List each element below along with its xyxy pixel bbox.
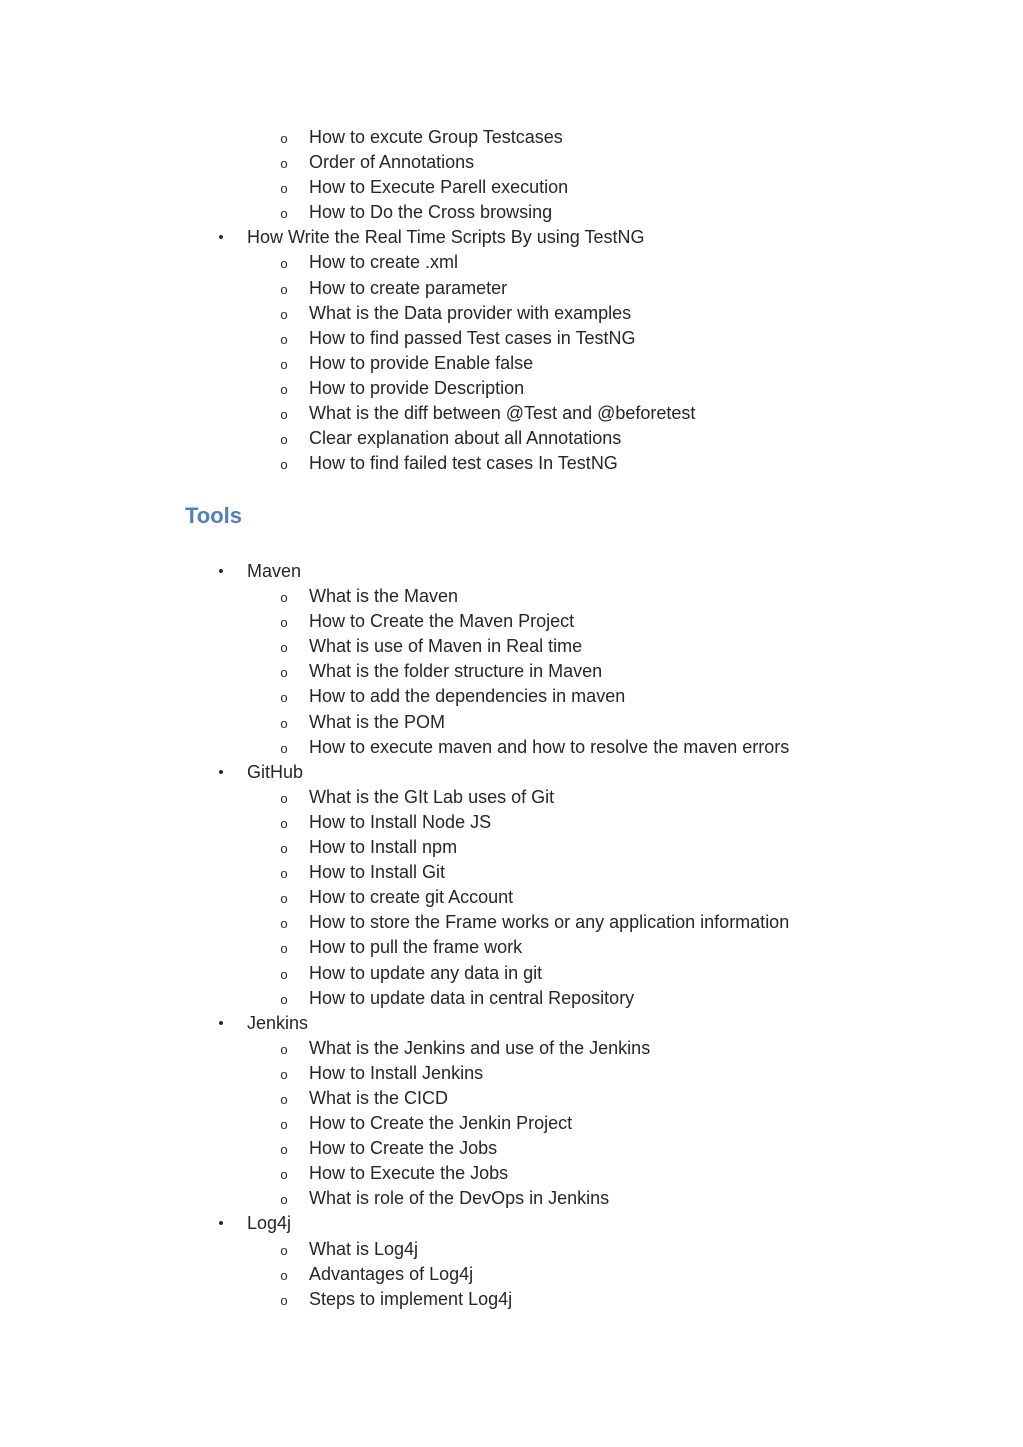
circle-bullet-icon: o xyxy=(280,181,288,197)
circle-bullet-icon: o xyxy=(280,690,288,706)
sub-list-item xyxy=(0,1086,1023,1111)
circle-bullet-icon: o xyxy=(280,615,288,631)
bullet-icon: • xyxy=(218,229,224,247)
circle-bullet-icon: o xyxy=(280,790,288,806)
circle-bullet-icon: o xyxy=(280,966,288,982)
circle-bullet-icon: o xyxy=(280,256,288,272)
circle-bullet-icon: o xyxy=(280,1091,288,1107)
list-item-text: Maven xyxy=(247,561,302,581)
circle-bullet-icon: o xyxy=(280,407,288,423)
circle-bullet-icon: o xyxy=(280,281,288,297)
list-item-text: How to add the dependencies in maven xyxy=(309,686,626,707)
circle-bullet-icon: o xyxy=(280,740,288,756)
list-item-text: Order of Annotations xyxy=(309,152,475,173)
circle-bullet-icon: o xyxy=(280,715,288,731)
circle-bullet-icon: o xyxy=(280,1167,288,1183)
sub-list-item xyxy=(0,935,1023,960)
list-item-text: How to Install Jenkins xyxy=(309,1062,484,1083)
bullet-icon: • xyxy=(218,563,224,580)
circle-bullet-icon: o xyxy=(280,815,288,831)
circle-bullet-icon: o xyxy=(280,131,288,146)
sub-list-item xyxy=(0,810,1023,835)
list-item xyxy=(0,225,1023,250)
sub-list-item xyxy=(0,1287,1023,1312)
list-item-text: What is role of the DevOps in Jenkins xyxy=(309,1188,610,1209)
sub-list-item xyxy=(0,634,1023,659)
sub-list-item xyxy=(0,1237,1023,1262)
circle-bullet-icon: o xyxy=(280,1292,288,1308)
circle-bullet-icon: o xyxy=(280,665,288,681)
sub-list-item xyxy=(0,609,1023,634)
list-item-text: How to create git Account xyxy=(309,887,514,908)
list-item-text: GitHub xyxy=(247,761,304,782)
list-item-text: How to provide Enable false xyxy=(309,352,534,373)
list-item-text: Log4j xyxy=(247,1213,292,1234)
circle-bullet-icon: o xyxy=(280,331,288,347)
sub-list-item xyxy=(0,1161,1023,1186)
circle-bullet-icon: o xyxy=(280,1242,288,1258)
list-item-text: How to Execute Parell execution xyxy=(309,177,569,198)
sub-list-item xyxy=(0,376,1023,401)
list-item-text: Steps to implement Log4j xyxy=(309,1288,513,1309)
list-item-text: How to Install Git xyxy=(309,862,446,883)
list-item-text: What is use of Maven in Real time xyxy=(309,636,583,657)
sub-list-item xyxy=(0,885,1023,910)
sub-list-item xyxy=(0,200,1023,225)
circle-bullet-icon: o xyxy=(280,356,288,372)
sub-list-item xyxy=(0,684,1023,709)
circle-bullet-icon: o xyxy=(280,381,288,397)
circle-bullet-icon: o xyxy=(280,941,288,957)
circle-bullet-icon: o xyxy=(280,457,288,473)
bullet-icon: • xyxy=(218,1014,224,1032)
list-item-text: Jenkins xyxy=(247,1012,309,1033)
sub-list-item xyxy=(0,710,1023,735)
list-item-text: How to create .xml xyxy=(309,252,459,273)
circle-bullet-icon: o xyxy=(280,841,288,857)
circle-bullet-icon: o xyxy=(280,991,288,1007)
sub-list-item xyxy=(0,1136,1023,1161)
circle-bullet-icon: o xyxy=(280,1066,288,1082)
list-item-text: What is the Maven xyxy=(309,586,459,607)
sub-list-item xyxy=(0,860,1023,885)
circle-bullet-icon: o xyxy=(280,1267,288,1283)
list-item-text: How to update data in central Repository xyxy=(309,987,635,1008)
testng-topic-list xyxy=(0,125,1023,476)
list-item-text: How to create parameter xyxy=(309,277,508,298)
list-item xyxy=(0,760,1023,785)
sub-list-item xyxy=(0,426,1023,451)
sub-list-item xyxy=(0,1186,1023,1211)
list-item-text: How to excute Group Testcases xyxy=(309,127,563,147)
list-item-text: How to Execute the Jobs xyxy=(309,1163,509,1184)
list-item-text: What is the folder structure in Maven xyxy=(309,661,603,682)
sub-list-item xyxy=(0,1262,1023,1287)
list-item-text: What is the GIt Lab uses of Git xyxy=(309,786,555,807)
sub-list-item xyxy=(0,351,1023,376)
sub-list-item xyxy=(0,250,1023,275)
list-item-text: What is the diff between @Test and @beforetest xyxy=(309,403,696,424)
list-item-text: What is the Jenkins and use of the Jenkins xyxy=(309,1037,651,1058)
list-item-text: How to find passed Test cases in TestNG xyxy=(309,327,636,348)
list-item-text: Advantages of Log4j xyxy=(309,1263,474,1284)
sub-list-item xyxy=(0,401,1023,426)
list-item-text: How to Create the Maven Project xyxy=(309,611,575,632)
circle-bullet-icon: o xyxy=(280,866,288,882)
list-item-text: What is the Data provider with examples xyxy=(309,302,632,323)
sub-list-item xyxy=(0,301,1023,326)
circle-bullet-icon: o xyxy=(280,156,288,172)
bullet-icon: • xyxy=(218,763,224,781)
sub-list-item xyxy=(0,961,1023,986)
sub-list-item xyxy=(0,584,1023,609)
list-item-text: How to Install npm xyxy=(309,837,458,858)
sub-list-item xyxy=(0,785,1023,810)
list-item-text: How to update any data in git xyxy=(309,962,543,983)
circle-bullet-icon: o xyxy=(280,916,288,932)
sub-list-item xyxy=(0,276,1023,301)
circle-bullet-icon: o xyxy=(280,432,288,448)
sub-list-item xyxy=(0,659,1023,684)
sub-list-item xyxy=(0,835,1023,860)
circle-bullet-icon: o xyxy=(280,1142,288,1158)
tools-topic-list xyxy=(0,559,1023,1312)
sub-list-item xyxy=(0,125,1023,150)
list-item xyxy=(0,1011,1023,1036)
sub-list-item xyxy=(0,735,1023,760)
list-item-text: How to Do the Cross browsing xyxy=(309,202,553,223)
list-item-text: How to Create the Jobs xyxy=(309,1138,498,1159)
circle-bullet-icon: o xyxy=(280,1117,288,1133)
circle-bullet-icon: o xyxy=(280,590,288,606)
list-item-text: What is the POM xyxy=(309,711,446,732)
list-item-text: What is Log4j xyxy=(309,1238,419,1259)
list-item xyxy=(0,559,1023,584)
bullet-icon: • xyxy=(218,1215,224,1233)
sub-list-item xyxy=(0,1036,1023,1061)
list-item-text: How to provide Description xyxy=(309,377,525,398)
sub-list-item xyxy=(0,451,1023,476)
sub-list-item xyxy=(0,1061,1023,1086)
list-item-text: How to pull the frame work xyxy=(309,937,523,958)
list-item-text: Clear explanation about all Annotations xyxy=(309,428,622,449)
circle-bullet-icon: o xyxy=(280,206,288,222)
sub-list-item xyxy=(0,986,1023,1011)
sub-list-item xyxy=(0,175,1023,200)
circle-bullet-icon: o xyxy=(280,306,288,322)
sub-list-item xyxy=(0,910,1023,935)
circle-bullet-icon: o xyxy=(280,891,288,907)
list-item-text: How to store the Frame works or any application information xyxy=(309,912,790,933)
list-item xyxy=(0,1211,1023,1236)
list-item-text: How to execute maven and how to resolve the maven errors xyxy=(309,736,790,757)
circle-bullet-icon: o xyxy=(280,1192,288,1208)
circle-bullet-icon: o xyxy=(280,1041,288,1057)
list-item-text: What is the CICD xyxy=(309,1087,449,1108)
list-item-text: How Write the Real Time Scripts By using TestNG xyxy=(247,227,645,248)
list-item-text: How to Create the Jenkin Project xyxy=(309,1113,573,1134)
circle-bullet-icon: o xyxy=(280,640,288,656)
sub-list-item xyxy=(0,150,1023,175)
sub-list-item xyxy=(0,1111,1023,1136)
sub-list-item xyxy=(0,326,1023,351)
list-item-text: How to find failed test cases In TestNG xyxy=(309,453,618,474)
section-heading-tools: Tools xyxy=(185,503,243,528)
list-item-text: How to Install Node JS xyxy=(309,811,492,832)
